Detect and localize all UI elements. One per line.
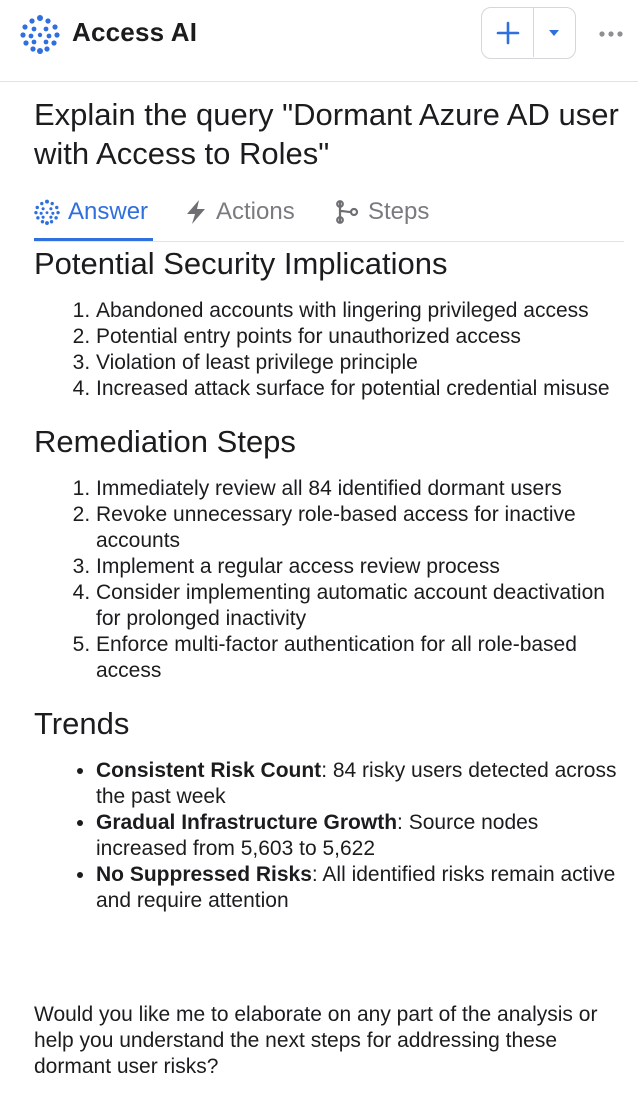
new-chat-dropdown-button[interactable]	[534, 8, 574, 57]
caret-down-icon	[548, 29, 560, 37]
list-item	[96, 810, 624, 862]
remediation-list	[34, 476, 624, 684]
list-item: 3. Violation of least privilege principle	[96, 350, 624, 376]
list-item	[96, 862, 624, 914]
list-item: 1. Abandoned accounts with lingering privileged access	[96, 298, 624, 324]
steps-icon	[334, 199, 360, 225]
list-item: 5. Enforce multi-factor authentication for all role-based access	[96, 632, 624, 684]
list-item: 4. Consider implementing automatic account deactivation for prolonged inactivity	[96, 580, 624, 632]
trends-heading: Trends	[34, 706, 130, 741]
trend-text: : Source nodes increased from 5,603 to 5,622	[96, 811, 539, 860]
list-item	[96, 758, 624, 810]
app-header	[0, 0, 638, 82]
trends-section	[34, 704, 624, 914]
app-title: Access AI	[72, 17, 198, 47]
dots-cluster-icon	[20, 14, 60, 54]
implications-heading: Potential Security Implications	[34, 246, 448, 281]
new-chat-button[interactable]	[482, 8, 534, 57]
tab-actions[interactable]	[184, 190, 295, 234]
active-tab-indicator	[34, 238, 153, 241]
trend-text: : All identified risks remain active and require attention	[96, 863, 616, 912]
remediation-heading: Remediation Steps	[34, 424, 296, 459]
tab-answer[interactable]	[34, 190, 148, 234]
new-chat-split-button	[481, 7, 576, 59]
lightning-icon	[184, 199, 208, 225]
list-item: 4. Increased attack surface for potential credential misuse	[96, 376, 624, 402]
list-item: 2. Potential entry points for unauthorized access	[96, 324, 624, 350]
trends-list	[34, 758, 624, 914]
trend-label: Gradual Infrastructure Growth	[96, 811, 398, 834]
remediation-section	[34, 422, 624, 684]
implications-section	[34, 244, 624, 402]
tab-answer-label: Answer	[68, 198, 149, 225]
tab-steps[interactable]	[334, 190, 429, 234]
list-item: 1. Immediately review all 84 identified dormant users	[96, 476, 624, 502]
result-tabs	[34, 190, 624, 242]
tab-actions-label: Actions	[216, 198, 295, 225]
tab-steps-label: Steps	[368, 198, 430, 225]
more-horizontal-icon[interactable]	[598, 24, 624, 44]
list-item: 3. Implement a regular access review process	[96, 554, 624, 580]
closing-question: Would you like me to elaborate on any part of the analysis or help you understand the next steps for addressing these dormant user risks?	[34, 1003, 598, 1078]
query-title: Explain the query "Dormant Azure AD user with Access to Roles"	[34, 97, 619, 171]
trend-label: No Suppressed Risks	[96, 863, 312, 886]
implications-list	[34, 298, 624, 402]
plus-icon	[496, 21, 520, 45]
trend-label: Consistent Risk Count	[96, 759, 322, 782]
list-item: 2. Revoke unnecessary role-based access for inactive accounts	[96, 502, 624, 554]
dots-cluster-icon	[34, 199, 60, 225]
trend-text: : 84 risky users detected across the past week	[96, 759, 617, 808]
answer-content	[34, 244, 624, 934]
